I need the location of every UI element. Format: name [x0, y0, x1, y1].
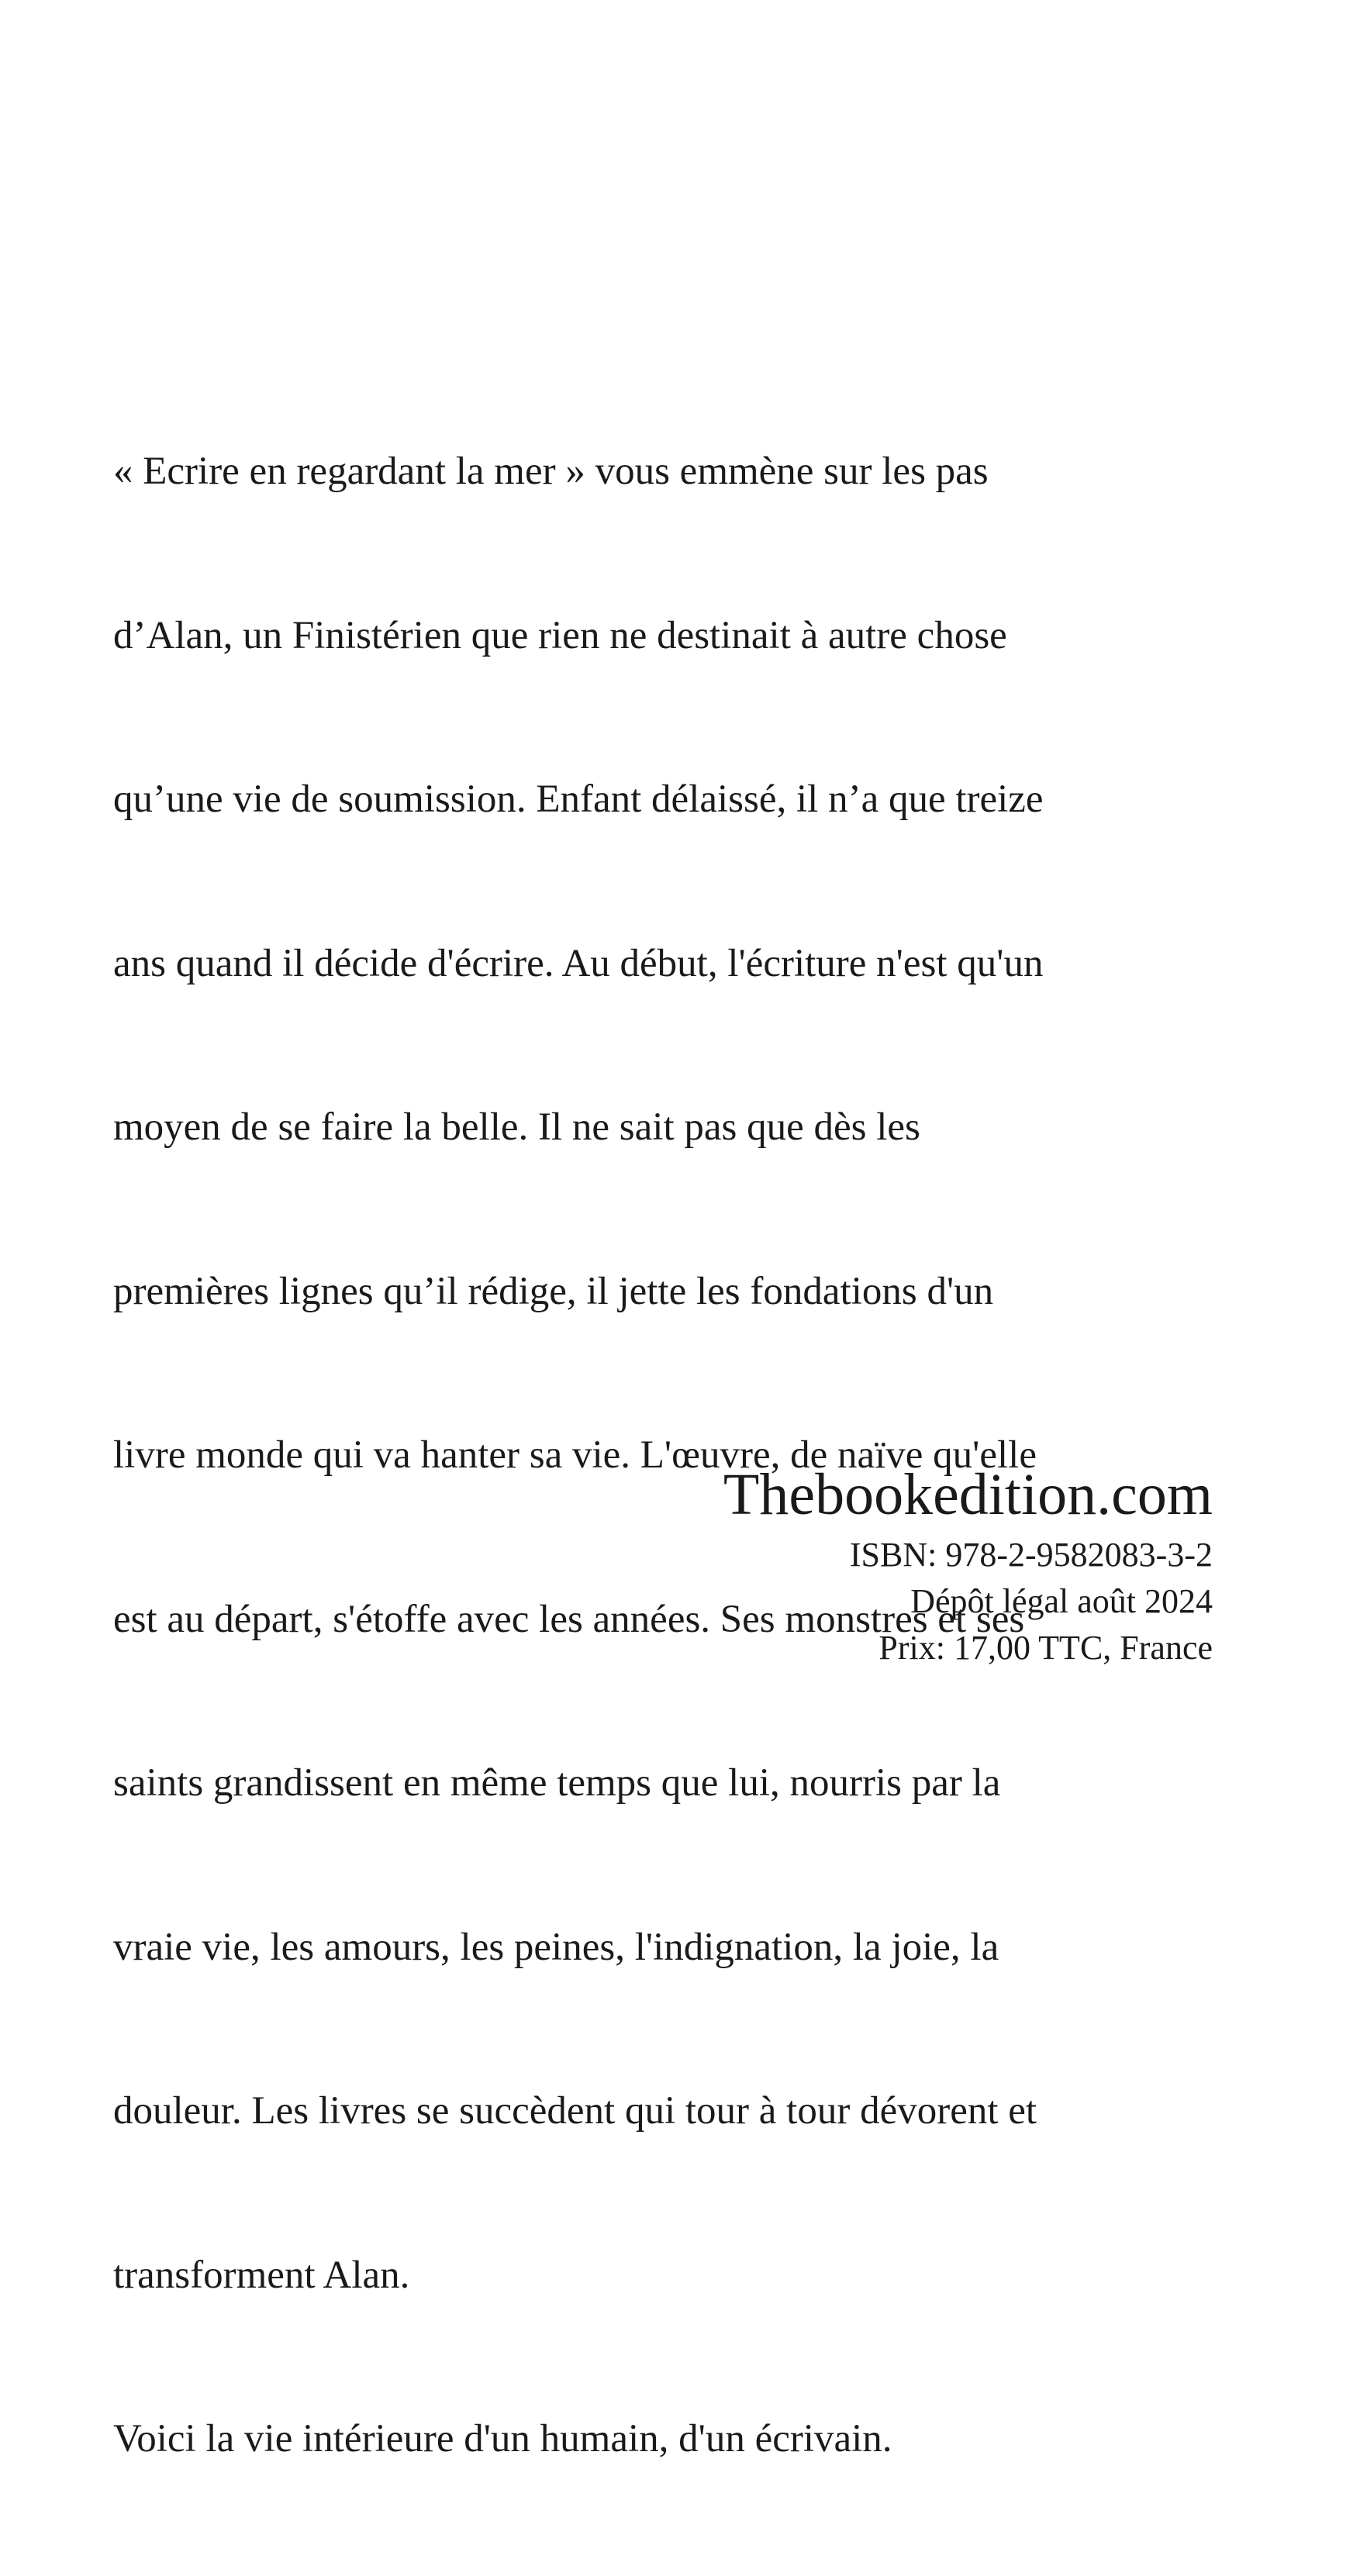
legal-deposit-line: Dépôt légal août 2024 [910, 1582, 1213, 1620]
blurb-line: saints grandissent en même temps que lui, nourris par la [113, 1761, 1001, 1805]
blurb-line: qu’une vie de soumission. Enfant délaissé, il n’a que treize [113, 778, 1044, 821]
isbn-line: ISBN: 978-2-9582083-3-2 [849, 1536, 1213, 1574]
blurb-line: premières lignes qu’il rédige, il jette les fondations d'un [113, 1269, 994, 1313]
blurb-line: livre monde qui va hanter sa vie. L'œuvre, de naïve qu'elle [113, 1433, 1037, 1477]
blurb-line: « Ecrire en regardant la mer » vous emmène sur les pas [113, 450, 989, 493]
price-line: Prix: 17,00 TTC, France [878, 1629, 1213, 1667]
publisher-name: Thebookedition.com [723, 1462, 1213, 1527]
blurb-line: transforment Alan. [113, 2253, 410, 2297]
blurb-line: ans quand il décide d'écrire. Au début, l'écriture n'est qu'un [113, 941, 1044, 985]
blurb-text [113, 335, 1230, 2576]
colophon [515, 1457, 1213, 1671]
blurb-line: est au départ, s'étoffe avec les années. Ses monstres et ses [113, 1597, 1025, 1641]
blurb-line: Voici la vie intérieure d'un humain, d'un écrivain. [113, 2417, 892, 2460]
blurb-line: moyen de se faire la belle. Il ne sait pas que dès les [113, 1105, 920, 1149]
blurb-line: d’Alan, un Finistérien que rien ne destinait à autre chose [113, 613, 1007, 657]
blurb-line: vraie vie, les amours, les peines, l'indignation, la joie, la [113, 1925, 999, 1969]
blurb-line: douleur. Les livres se succèdent qui tour à tour dévorent et [113, 2089, 1037, 2133]
